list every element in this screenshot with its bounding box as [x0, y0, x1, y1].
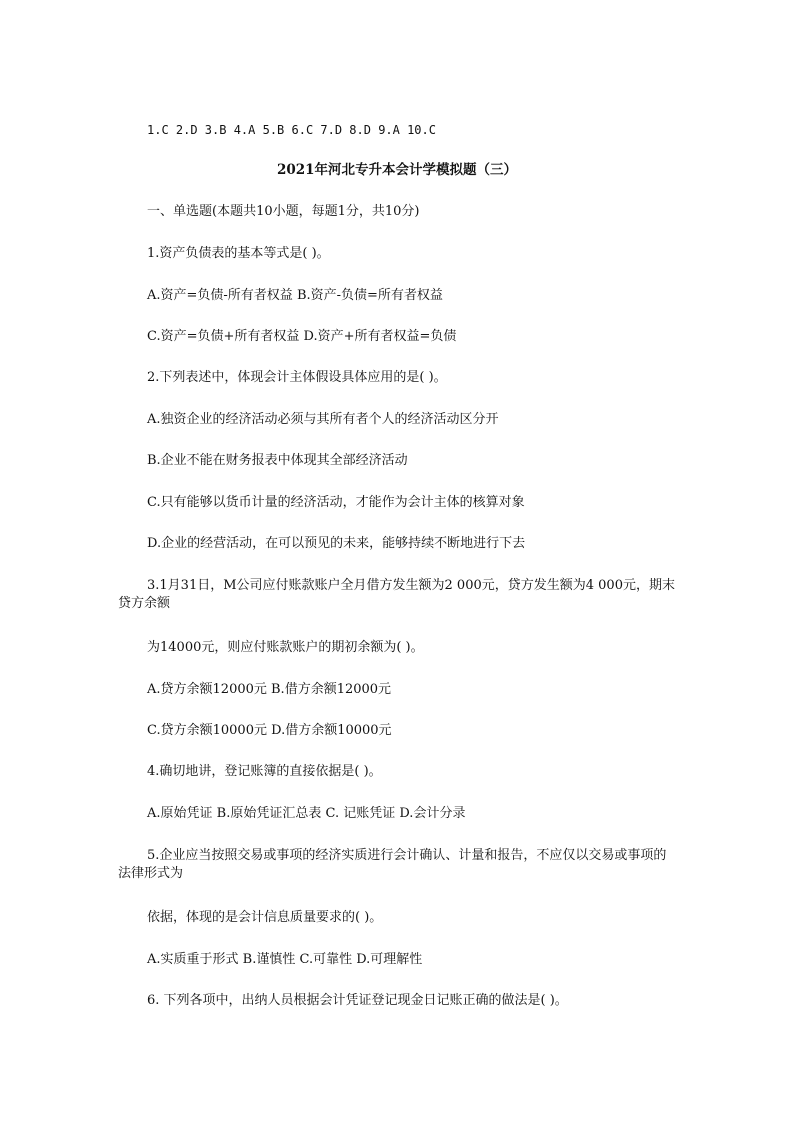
- question-2-stem: 2.下列表述中，体现会计主体假设具体应用的是( )。: [147, 370, 447, 385]
- section-heading: 一、单选题(本题共10小题，每题1分，共10分): [147, 204, 420, 219]
- question-3-options-cd: C.贷方余额10000元 D.借方余额10000元: [147, 723, 392, 738]
- question-2-option-c: C.只有能够以货币计量的经济活动，才能作为会计主体的核算对象: [147, 495, 525, 510]
- question-3-options-ab: A.贷方余额12000元 B.借方余额12000元: [147, 682, 392, 697]
- question-3-stem: 3.1月31日，M公司应付账款账户全月借方发生额为2 000元，贷方发生额为4 000元，期末贷方余额: [118, 578, 675, 611]
- question-5-stem: 5.企业应当按照交易或事项的经济实质进行会计确认、计量和报告，不应仅以交易或事项的法律形式为: [118, 848, 667, 881]
- question-4-stem: 4.确切地讲，登记账簿的直接依据是( )。: [147, 764, 382, 779]
- question-5-continuation: 依据，体现的是会计信息质量要求的( )。: [147, 910, 383, 925]
- question-1-stem: 1.资产负债表的基本等式是( )。: [147, 246, 330, 261]
- question-5-options: A.实质重于形式 B.谨慎性 C.可靠性 D.可理解性: [147, 952, 423, 967]
- question-2-option-d: D.企业的经营活动，在可以预见的未来，能够持续不断地进行下去: [147, 536, 526, 551]
- question-1-options-ab: A.资产=负债-所有者权益 B.资产-负债=所有者权益: [147, 288, 443, 303]
- question-2-option-a: A.独资企业的经济活动必须与其所有者个人的经济活动区分开: [147, 412, 499, 427]
- exam-title: 2021年河北专升本会计学模拟题（三）: [276, 162, 518, 178]
- question-4-options: A.原始凭证 B.原始凭证汇总表 C. 记账凭证 D.会计分录: [147, 806, 466, 821]
- question-1-options-cd: C.资产=负债+所有者权益 D.资产+所有者权益=负债: [147, 329, 457, 344]
- answer-key-line: 1.C 2.D 3.B 4.A 5.B 6.C 7.D 8.D 9.A 10.C: [147, 123, 436, 137]
- question-6-stem: 6. 下列各项中，出纳人员根据会计凭证登记现金日记账正确的做法是( )。: [147, 993, 568, 1008]
- question-2-option-b: B.企业不能在财务报表中体现其全部经济活动: [147, 453, 408, 468]
- question-3-continuation: 为14000元，则应付账款账户的期初余额为( )。: [147, 640, 424, 655]
